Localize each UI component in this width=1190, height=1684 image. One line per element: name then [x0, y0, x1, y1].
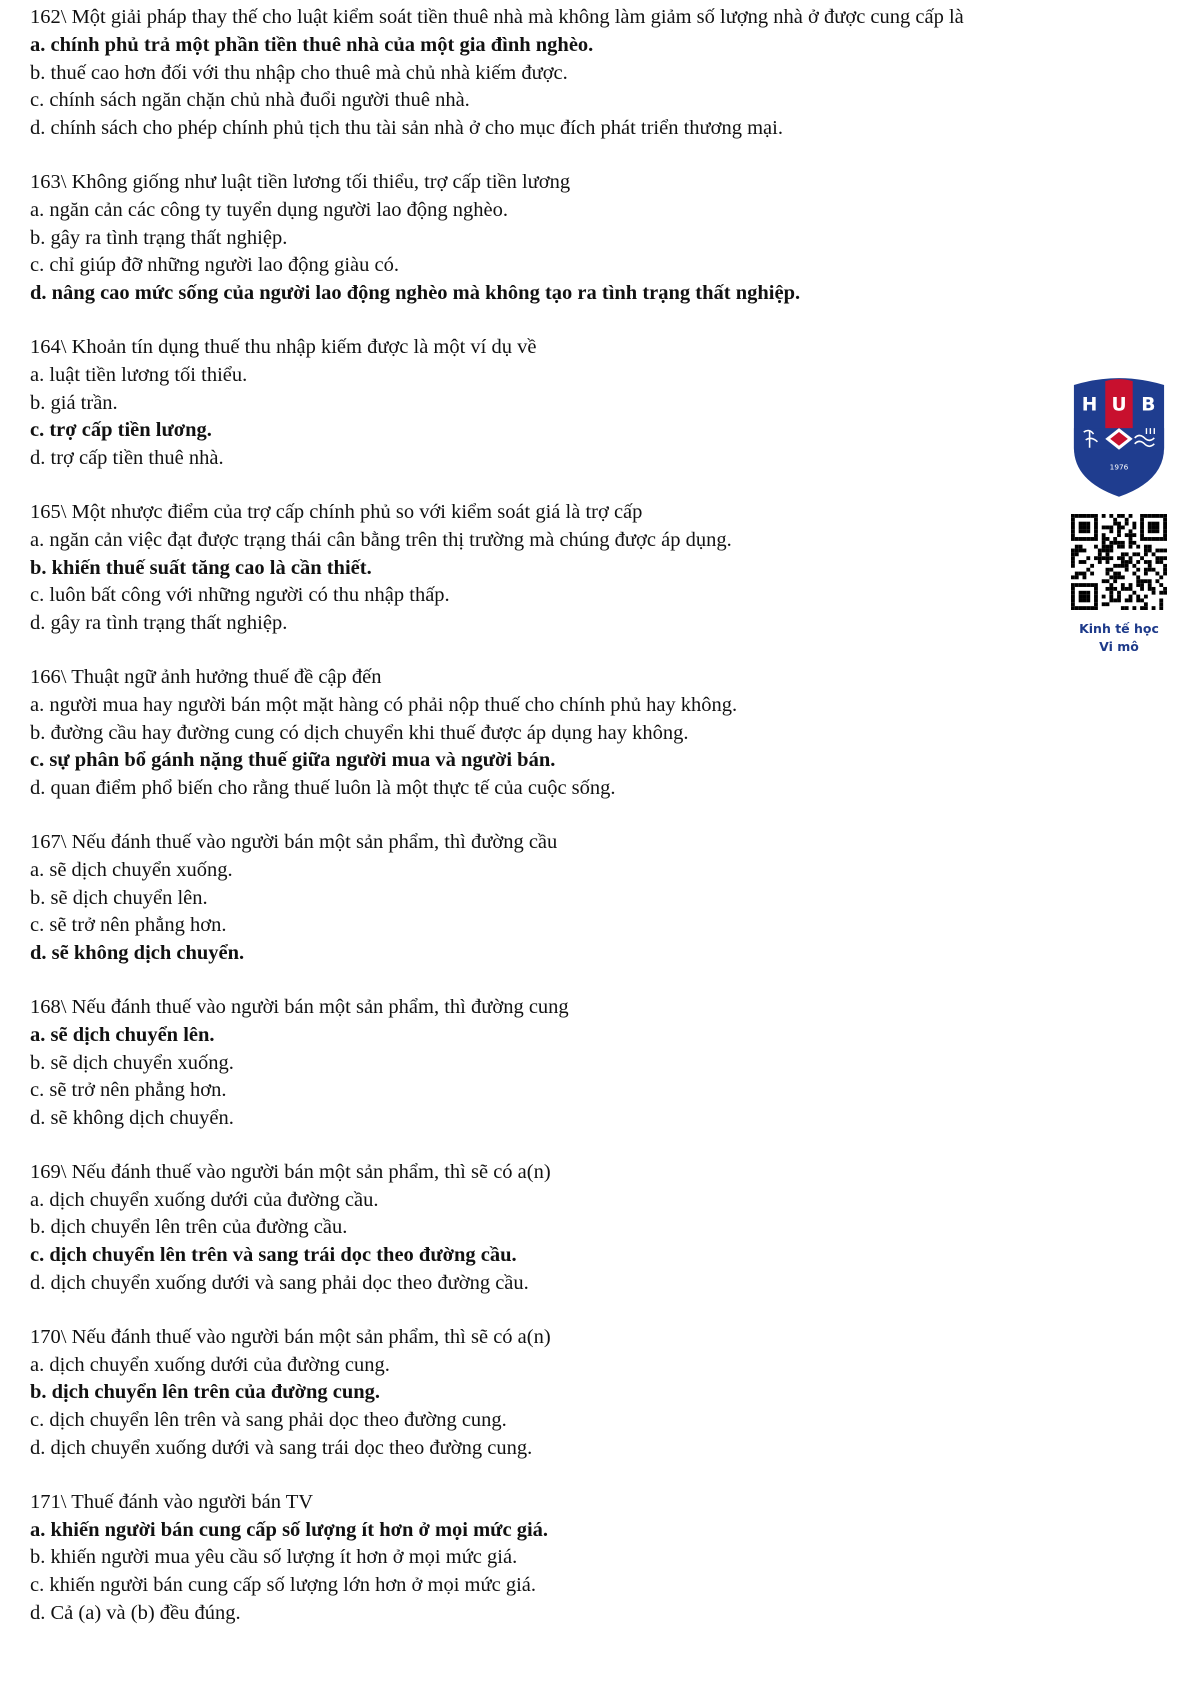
logo-year: 1976: [1109, 462, 1129, 472]
answer-option: c. chỉ giúp đỡ những người lao động giàu có.: [30, 254, 399, 277]
qr-code-icon: [1071, 514, 1167, 610]
answer-option-correct: a. khiến người bán cung cấp số lượng ít hơn ở mọi mức giá.: [30, 1518, 549, 1541]
answer-option: d. Cả (a) và (b) đều đúng.: [30, 1602, 241, 1625]
question-stem: 171\ Thuế đánh vào người bán TV: [30, 1490, 314, 1513]
answer-option: c. dịch chuyển lên trên và sang phải dọc theo đường cung.: [30, 1409, 507, 1432]
answer-option: a. dịch chuyển xuống dưới của đường cung.: [30, 1353, 390, 1376]
question-stem: 169\ Nếu đánh thuế vào người bán một sản phẩm, thì sẽ có a(n): [30, 1160, 551, 1183]
answer-option: d. chính sách cho phép chính phủ tịch thu tài sản nhà ở cho mục đích phát triển thương mại.: [30, 117, 783, 140]
answer-option: b. giá trần.: [30, 391, 118, 414]
answer-option: d. dịch chuyển xuống dưới và sang phải dọc theo đường cầu.: [30, 1272, 529, 1295]
answer-option-correct: d. nâng cao mức sống của người lao động nghèo mà không tạo ra tình trạng thất nghiệp.: [30, 282, 801, 305]
logo-letter-b: B: [1141, 394, 1156, 416]
answer-option: b. đường cầu hay đường cung có dịch chuyển khi thuế được áp dụng hay không.: [30, 721, 689, 744]
answer-option-correct: d. sẽ không dịch chuyển.: [30, 942, 245, 965]
answer-option-correct: a. chính phủ trả một phần tiền thuê nhà của một gia đình nghèo.: [30, 33, 594, 56]
answer-option: a. sẽ dịch chuyển xuống.: [30, 858, 233, 881]
answer-option: d. dịch chuyển xuống dưới và sang trái dọc theo đường cung.: [30, 1437, 533, 1460]
answer-option-correct: c. sự phân bổ gánh nặng thuế giữa người mua và người bán.: [30, 749, 556, 772]
logo-letter-u: U: [1111, 394, 1127, 416]
question-block: [30, 1489, 1150, 1628]
question-stem: 167\ Nếu đánh thuế vào người bán một sản phẩm, thì đường cầu: [30, 830, 558, 853]
sidebar-branding: [1064, 370, 1174, 656]
answer-option: c. luôn bất công với những người có thu nhập thấp.: [30, 584, 450, 607]
answer-option: d. trợ cấp tiền thuê nhà.: [30, 447, 224, 470]
answer-option: a. người mua hay người bán một mặt hàng có phải nộp thuế cho chính phủ hay không.: [30, 693, 738, 716]
answer-option-correct: c. trợ cấp tiền lương.: [30, 419, 212, 442]
answer-option: d. sẽ không dịch chuyển.: [30, 1107, 234, 1130]
question-stem: 168\ Nếu đánh thuế vào người bán một sản phẩm, thì đường cung: [30, 995, 569, 1018]
answer-option: a. dịch chuyển xuống dưới của đường cầu.: [30, 1188, 379, 1211]
question-stem: 162\ Một giải pháp thay thế cho luật kiểm soát tiền thuê nhà mà không làm giảm số lượng nhà ở được cung cấp là: [30, 6, 964, 28]
answer-option: a. luật tiền lương tối thiểu.: [30, 363, 248, 386]
answer-option: b. dịch chuyển lên trên của đường cầu.: [30, 1216, 348, 1239]
answer-option-correct: b. khiến thuế suất tăng cao là cần thiết.: [30, 556, 372, 579]
answer-option: a. ngăn cản việc đạt được trạng thái cân bằng trên thị trường mà chúng được áp dụng.: [30, 528, 732, 551]
answer-option: d. gây ra tình trạng thất nghiệp.: [30, 612, 288, 635]
question-list: [30, 4, 1150, 1654]
answer-option-correct: b. dịch chuyển lên trên của đường cung.: [30, 1381, 381, 1404]
answer-option: c. sẽ trở nên phẳng hơn.: [30, 914, 227, 937]
answer-option: b. sẽ dịch chuyển xuống.: [30, 1051, 234, 1074]
answer-option-correct: c. dịch chuyển lên trên và sang trái dọc theo đường cầu.: [30, 1244, 517, 1267]
question-block: [30, 1324, 1150, 1463]
answer-option: b. khiến người mua yêu cầu số lượng ít hơn ở mọi mức giá.: [30, 1546, 518, 1569]
question-block: [30, 334, 1150, 473]
question-block: [30, 169, 1150, 308]
question-block: [30, 829, 1150, 968]
question-stem: 170\ Nếu đánh thuế vào người bán một sản phẩm, thì sẽ có a(n): [30, 1325, 551, 1348]
question-block: [30, 499, 1150, 638]
question-stem: 166\ Thuật ngữ ảnh hưởng thuế đề cập đến: [30, 665, 382, 688]
brand-subject-subtitle: Vi mô: [1099, 639, 1139, 654]
answer-option: b. sẽ dịch chuyển lên.: [30, 886, 208, 909]
answer-option: c. khiến người bán cung cấp số lượng lớn hơn ở mọi mức giá.: [30, 1574, 536, 1597]
answer-option: c. chính sách ngăn chặn chủ nhà đuổi người thuê nhà.: [30, 89, 470, 112]
brand-subject-title: Kinh tế học: [1079, 621, 1159, 636]
answer-option-correct: a. sẽ dịch chuyển lên.: [30, 1023, 215, 1046]
question-block: [30, 994, 1150, 1133]
question-stem: 165\ Một nhược điểm của trợ cấp chính phủ so với kiểm soát giá là trợ cấp: [30, 500, 643, 523]
question-block: [30, 4, 1150, 143]
question-stem: 163\ Không giống như luật tiền lương tối thiểu, trợ cấp tiền lương: [30, 170, 571, 193]
answer-option: d. quan điểm phổ biến cho rằng thuế luôn là một thực tế của cuộc sống.: [30, 777, 616, 800]
answer-option: b. thuế cao hơn đối với thu nhập cho thuê mà chủ nhà kiếm được.: [30, 61, 568, 84]
answer-option: a. ngăn cản các công ty tuyển dụng người lao động nghèo.: [30, 198, 508, 221]
answer-option: b. gây ra tình trạng thất nghiệp.: [30, 226, 288, 249]
hub-logo: [1070, 370, 1168, 500]
answer-option: c. sẽ trở nên phẳng hơn.: [30, 1079, 227, 1102]
logo-letter-h: H: [1081, 394, 1098, 416]
question-stem: 164\ Khoản tín dụng thuế thu nhập kiếm được là một ví dụ về: [30, 335, 537, 358]
question-block: [30, 1159, 1150, 1298]
question-block: [30, 664, 1150, 803]
